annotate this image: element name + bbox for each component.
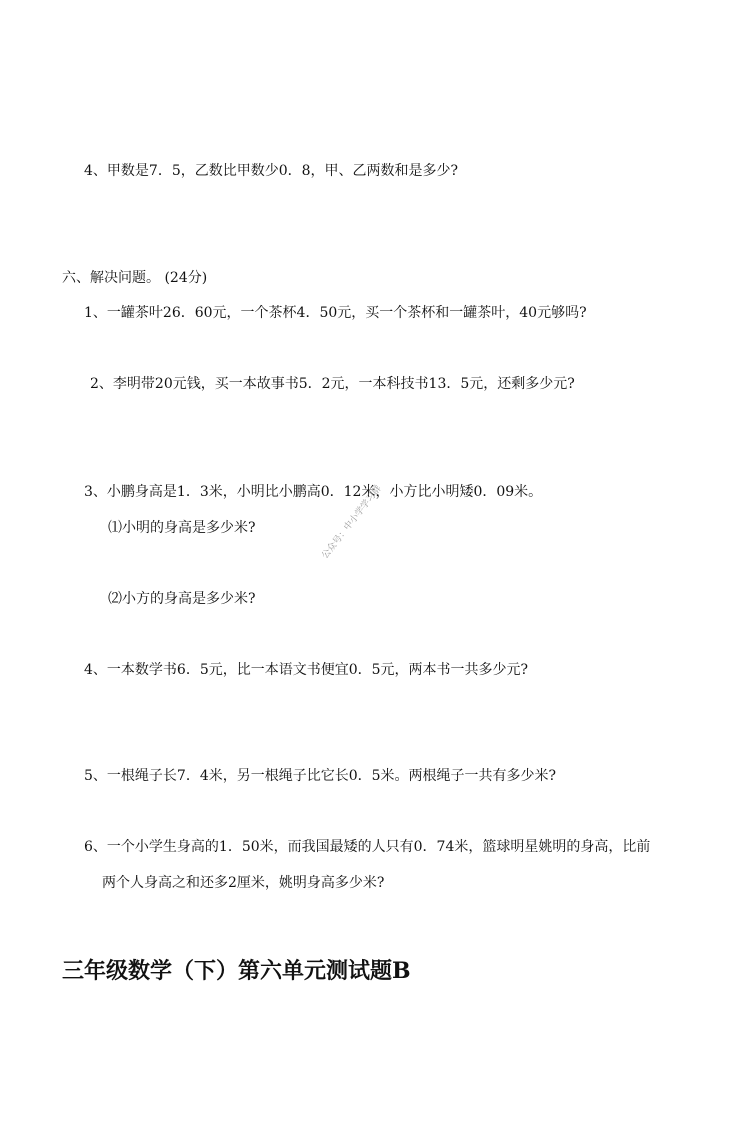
problem-2-text: 2、李明带20元钱，买一本故事书5．2元，一本科技书13．5元，还剩多少元? — [90, 376, 575, 392]
problem-5-text: 5、一根绳子长7．4米，另一根绳子比它长0．5米。两根绳子一共有多少米? — [84, 768, 557, 784]
problem-3-subquestion-1: ⑴小明的身高是多少米? — [108, 520, 256, 536]
watermark-text: 公众号：中小学学习群 — [320, 483, 384, 562]
section-6-heading: 六、解决问题。 (24分) — [62, 270, 208, 286]
problem-3-subquestion-2: ⑵小方的身高是多少米? — [108, 591, 256, 607]
problem-1-text: 1、一罐茶叶26．60元，一个茶杯4．50元，买一个茶杯和一罐茶叶，40元够吗? — [84, 305, 587, 321]
problem-3-text: 3、小鹏身高是1．3米，小明比小鹏高0．12米，小方比小明矮0．09米。 — [84, 484, 543, 500]
problem-6-text-line-1: 6、一个小学生身高的1．50米，而我国最矮的人只有0．74米，篮球明星姚明的身高，比前 — [84, 839, 651, 855]
question-4-text: 4、甲数是7．5，乙数比甲数少0．8，甲、乙两数和是多少? — [84, 163, 459, 179]
problem-6-text-line-2: 两个人身高之和还多2厘米，姚明身高多少米? — [102, 875, 385, 891]
next-test-title: 三年级数学（下）第六单元测试题B — [62, 958, 411, 984]
problem-4-text: 4、一本数学书6．5元，比一本语文书便宜0．5元，两本书一共多少元? — [84, 662, 529, 678]
